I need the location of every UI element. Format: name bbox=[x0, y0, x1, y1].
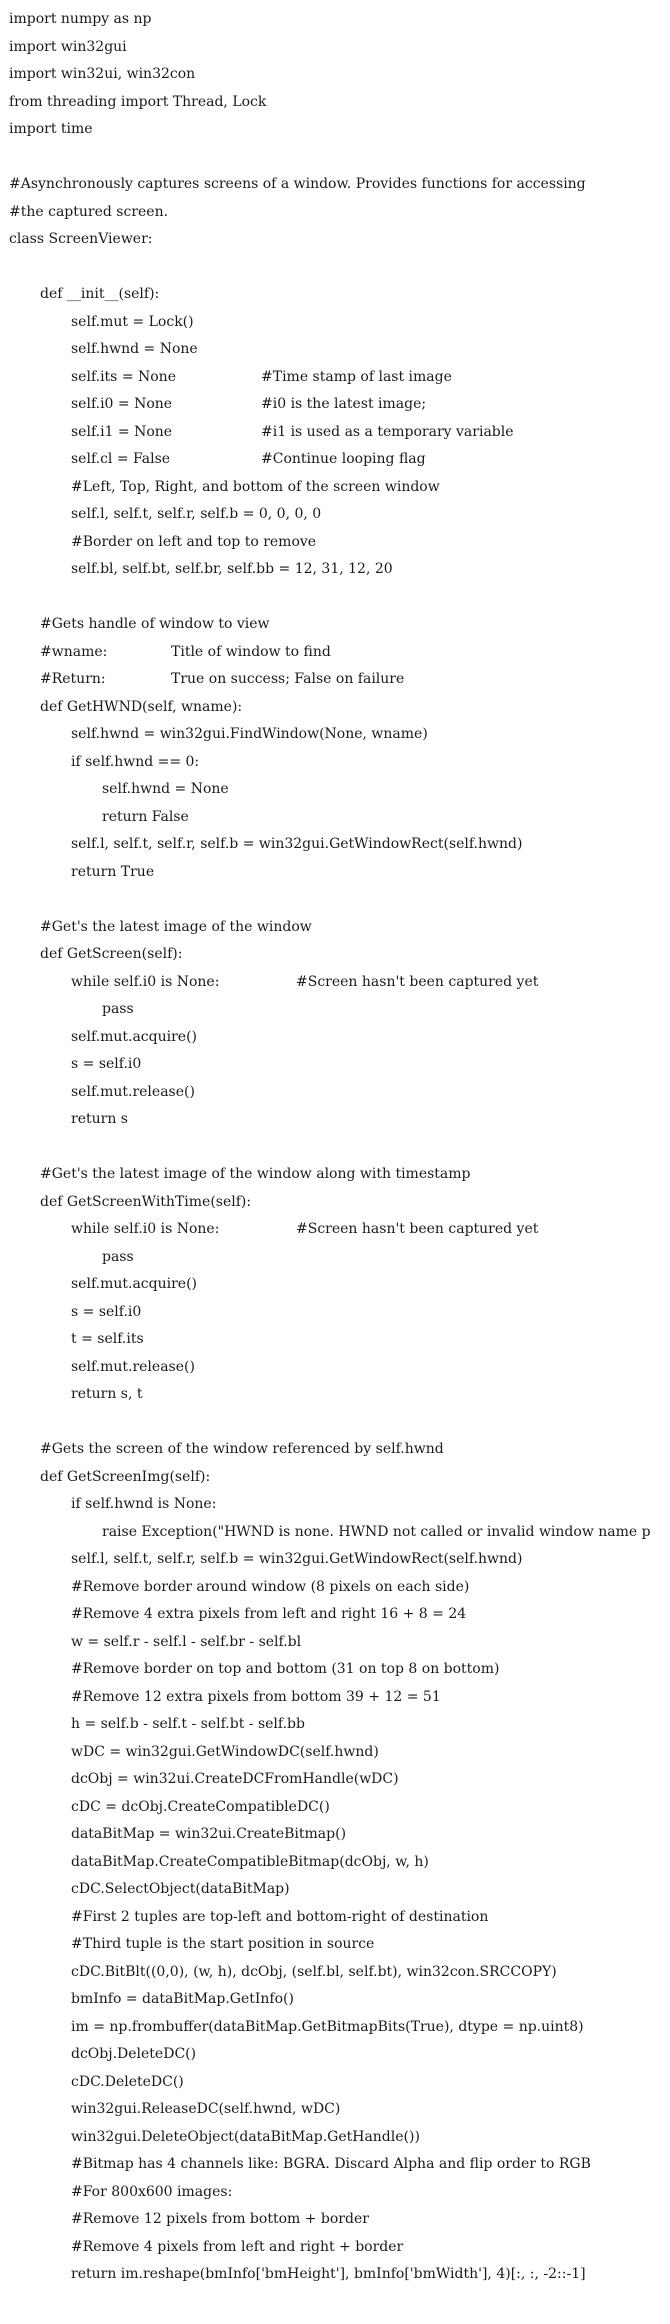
code-line: win32gui.ReleaseDC(self.hwnd, wDC) bbox=[71, 2101, 341, 2117]
code-line: return im.reshape(bmInfo['bmHeight'], bmInfo['bmWidth'], 4)[:, :, -2::-1] bbox=[71, 2266, 586, 2282]
code-line: return True bbox=[71, 863, 155, 880]
code-comment: #Return: bbox=[40, 671, 106, 687]
code-line: pass bbox=[102, 1001, 134, 1017]
code-line: self.hwnd = win32gui.FindWindow(None, wname) bbox=[71, 726, 428, 742]
code-token: self.i1 = None bbox=[71, 423, 173, 440]
code-line: #First 2 tuples are top-left and bottom-right of destination bbox=[71, 1908, 489, 1925]
code-comment: #Time stamp of last image bbox=[261, 368, 452, 385]
code-line: #Gets handle of window to view bbox=[40, 616, 270, 632]
code-line: if self.hwnd == 0: bbox=[71, 753, 200, 770]
code-line: self.mut.acquire() bbox=[71, 1028, 197, 1045]
code-line: self.mut.release() bbox=[71, 1358, 195, 1375]
code-comment: #wname: bbox=[40, 643, 108, 660]
code-line: import time bbox=[9, 121, 93, 137]
code-line bbox=[0, 666, 670, 694]
code-line: cDC = dcObj.CreateCompatibleDC() bbox=[71, 1798, 330, 1815]
code-line bbox=[0, 446, 670, 474]
code-line: dcObj.DeleteDC() bbox=[71, 2046, 197, 2062]
code-line: im = np.frombuffer(dataBitMap.GetBitmapBits(True), dtype = np.uint8) bbox=[71, 2018, 584, 2035]
code-line bbox=[0, 419, 670, 447]
code-line: cDC.DeleteDC() bbox=[71, 2073, 184, 2090]
code-line: class ScreenViewer: bbox=[9, 231, 153, 247]
code-line bbox=[0, 969, 670, 997]
code-line: dcObj = win32ui.CreateDCFromHandle(wDC) bbox=[71, 1771, 399, 1787]
code-line: #For 800x600 images: bbox=[71, 2183, 233, 2200]
code-line: self.hwnd = None bbox=[71, 341, 198, 357]
code-comment: Title of window to find bbox=[171, 643, 331, 660]
code-line: self.mut = Lock() bbox=[71, 313, 194, 330]
code-line: self.l, self.t, self.r, self.b = 0, 0, 0, 0 bbox=[71, 506, 322, 522]
code-token: self.its = None bbox=[71, 368, 176, 385]
code-line: self.bl, self.bt, self.br, self.bb = 12, 31, 12, 20 bbox=[71, 561, 393, 577]
code-line: s = self.i0 bbox=[71, 1056, 142, 1072]
code-line: self.mut.release() bbox=[71, 1083, 195, 1100]
code-line: h = self.b - self.t - self.bt - self.bb bbox=[71, 1716, 305, 1732]
code-line bbox=[0, 639, 670, 667]
blank-line bbox=[0, 584, 670, 612]
code-line: #Border on left and top to remove bbox=[71, 533, 317, 550]
code-line: #Remove 4 extra pixels from left and right 16 + 8 = 24 bbox=[71, 1606, 467, 1622]
code-line: #Left, Top, Right, and bottom of the screen window bbox=[71, 478, 440, 495]
code-line: wDC = win32gui.GetWindowDC(self.hwnd) bbox=[71, 1743, 379, 1760]
code-line: dataBitMap = win32ui.CreateBitmap() bbox=[71, 1826, 347, 1842]
code-line: cDC.BitBlt((0,0), (w, h), dcObj, (self.bl, self.bt), win32con.SRCCOPY) bbox=[71, 1963, 557, 1980]
code-line: raise Exception("HWND is none. HWND not called or invalid window name p bbox=[102, 1523, 651, 1540]
code-line: win32gui.DeleteObject(dataBitMap.GetHandle()) bbox=[71, 2128, 420, 2145]
blank-line bbox=[0, 144, 670, 172]
code-line bbox=[0, 1216, 670, 1244]
code-line: def __init__(self): bbox=[40, 286, 160, 302]
code-line: #Remove border around window (8 pixels on each side) bbox=[71, 1578, 470, 1595]
code-line: #the captured screen. bbox=[9, 203, 169, 220]
code-line: pass bbox=[102, 1248, 134, 1265]
code-line: #Bitmap has 4 channels like: BGRA. Discard Alpha and flip order to RGB bbox=[71, 2156, 591, 2172]
code-line: import win32ui, win32con bbox=[9, 66, 196, 82]
code-line: import win32gui bbox=[9, 38, 127, 55]
code-line: #Asynchronously captures screens of a window. Provides functions for accessing bbox=[9, 176, 586, 192]
code-comment: True on success; False on failure bbox=[171, 671, 405, 687]
code-token: self.cl = False bbox=[71, 451, 171, 467]
code-line: #Get's the latest image of the window bbox=[40, 918, 312, 935]
code-line: return False bbox=[102, 808, 189, 825]
code-line: def GetHWND(self, wname): bbox=[40, 698, 243, 715]
code-line: def GetScreenWithTime(self): bbox=[40, 1193, 252, 1210]
code-line bbox=[0, 391, 670, 419]
code-line: w = self.r - self.l - self.br - self.bl bbox=[71, 1633, 302, 1650]
code-line bbox=[0, 364, 670, 392]
code-line: from threading import Thread, Lock bbox=[9, 93, 267, 110]
code-comment: #i0 is the latest image; bbox=[261, 396, 427, 412]
code-line: def GetScreen(self): bbox=[40, 946, 183, 962]
code-line: return s, t bbox=[71, 1386, 143, 1402]
code-line: #Remove border on top and bottom (31 on top 8 on bottom) bbox=[71, 1661, 500, 1677]
code-line: #Gets the screen of the window referenced by self.hwnd bbox=[40, 1441, 444, 1457]
code-line: self.l, self.t, self.r, self.b = win32gui.GetWindowRect(self.hwnd) bbox=[71, 836, 523, 852]
code-line: t = self.its bbox=[71, 1331, 144, 1347]
code-line: self.hwnd = None bbox=[102, 781, 229, 797]
code-line: import numpy as np bbox=[9, 11, 152, 27]
code-line: return s bbox=[71, 1111, 128, 1127]
code-token: while self.i0 is None: bbox=[71, 1221, 220, 1237]
code-line: dataBitMap.CreateCompatibleBitmap(dcObj, w, h) bbox=[71, 1853, 429, 1870]
code-line: s = self.i0 bbox=[71, 1303, 142, 1320]
code-line: #Get's the latest image of the window along with timestamp bbox=[40, 1166, 471, 1182]
code-token: while self.i0 is None: bbox=[71, 973, 220, 990]
code-line: bmInfo = dataBitMap.GetInfo() bbox=[71, 1991, 294, 2007]
blank-line bbox=[0, 1409, 670, 1437]
blank-line bbox=[0, 1134, 670, 1162]
code-token: self.i0 = None bbox=[71, 396, 173, 412]
code-comment: #Screen hasn't been captured yet bbox=[296, 973, 539, 990]
code-line: #Remove 4 pixels from left and right + border bbox=[71, 2238, 404, 2255]
code-line: #Remove 12 extra pixels from bottom 39 + 12 = 51 bbox=[71, 1688, 441, 1705]
code-comment: #i1 is used as a temporary variable bbox=[261, 423, 514, 440]
code-line: #Remove 12 pixels from bottom + border bbox=[71, 2211, 369, 2227]
code-line: self.mut.acquire() bbox=[71, 1276, 197, 1292]
code-comment: #Continue looping flag bbox=[261, 451, 426, 467]
code-comment: #Screen hasn't been captured yet bbox=[296, 1221, 539, 1237]
code-line: self.l, self.t, self.r, self.b = win32gui.GetWindowRect(self.hwnd) bbox=[71, 1551, 523, 1567]
code-line: #Third tuple is the start position in source bbox=[71, 1936, 375, 1952]
code-line: def GetScreenImg(self): bbox=[40, 1468, 211, 1485]
code-line: if self.hwnd is None: bbox=[71, 1496, 217, 1512]
blank-line bbox=[0, 886, 670, 914]
blank-line bbox=[0, 254, 670, 282]
code-line: cDC.SelectObject(dataBitMap) bbox=[71, 1881, 290, 1897]
